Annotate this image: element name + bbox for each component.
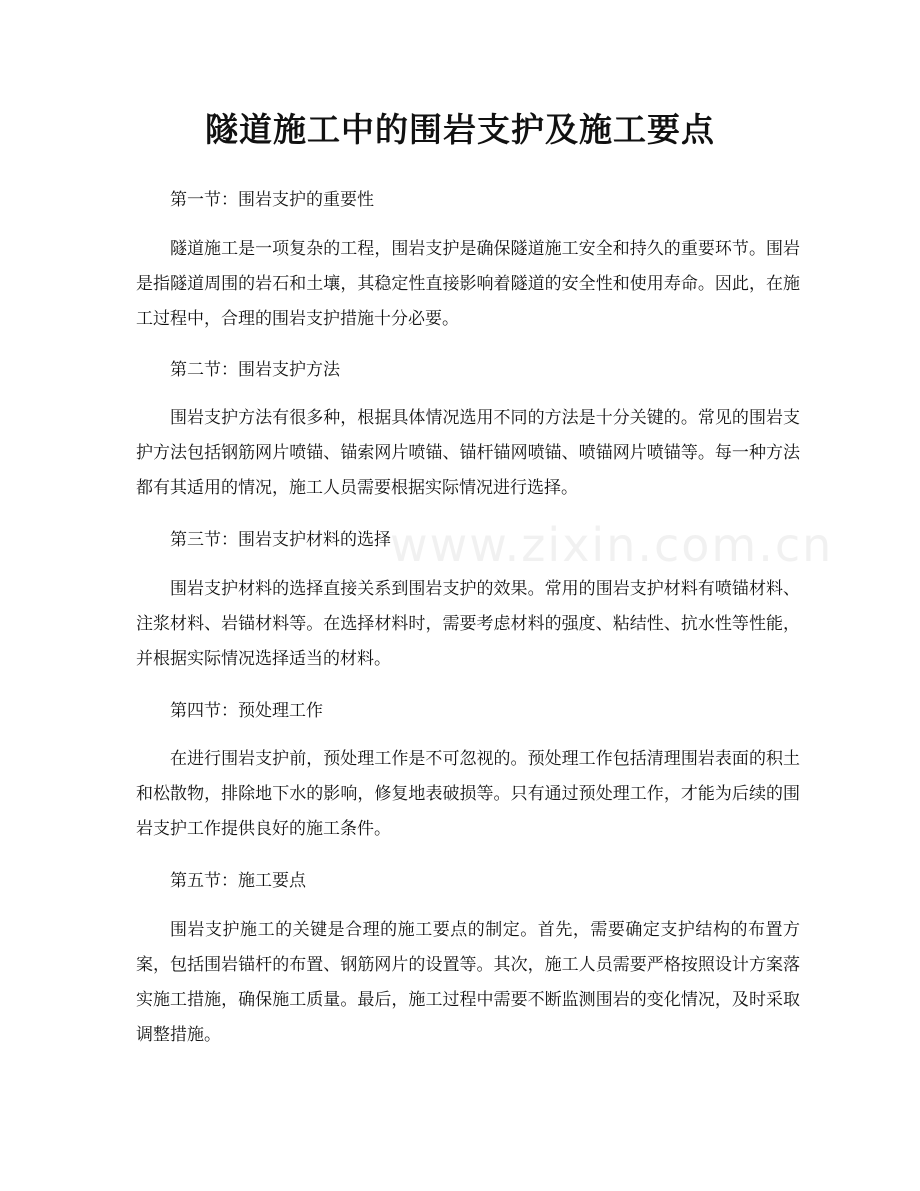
section-1-heading: 第一节：围岩支护的重要性 xyxy=(170,190,374,210)
section-3-heading: 第三节：围岩支护材料的选择 xyxy=(170,530,391,550)
section-2-paragraph: 围岩支护方法有很多种，根据具体情况选用不同的方法是十分关键的。常见的围岩支护方法包括钢筋网片喷锚、锚索网片喷锚、锚杆锚网喷锚、喷锚网片喷锚等。每一种方法都有其适用的情况，施工人员需要根据实际情况进行选择。 xyxy=(136,408,800,498)
section-5-heading: 第五节：施工要点 xyxy=(170,871,306,891)
section-4-heading: 第四节：预处理工作 xyxy=(170,701,323,721)
section-4-paragraph: 在进行围岩支护前，预处理工作是不可忽视的。预处理工作包括清理围岩表面的积土和松散物，排除地下水的影响，修复地表破损等。只有通过预处理工作，才能为后续的围岩支护工作提供良好的施工条件。 xyxy=(136,749,800,839)
section-2-heading: 第二节：围岩支护方法 xyxy=(170,360,340,380)
watermark: www.zixin.com.cn xyxy=(390,518,834,572)
section-1-paragraph: 隧道施工是一项复杂的工程，围岩支护是确保隧道施工安全和持久的重要环节。围岩是指隧道周围的岩石和土壤，其稳定性直接影响着隧道的安全性和使用寿命。因此，在施工过程中，合理的围岩支护措施十分必要。 xyxy=(136,239,800,329)
document-title: 隧道施工中的围岩支护及施工要点 xyxy=(205,110,715,149)
section-3-paragraph: 围岩支护材料的选择直接关系到围岩支护的效果。常用的围岩支护材料有喷锚材料、注浆材料、岩锚材料等。在选择材料时，需要考虑材料的强度、粘结性、抗水性等性能，并根据实际情况选择适当的材料。 xyxy=(136,579,800,669)
section-5-paragraph: 围岩支护施工的关键是合理的施工要点的制定。首先，需要确定支护结构的布置方案，包括围岩锚杆的布置、钢筋网片的设置等。其次，施工人员需要严格按照设计方案落实施工措施，确保施工质量。最后，施工过程中需要不断监测围岩的变化情况，及时采取调整措施。 xyxy=(136,920,800,1045)
